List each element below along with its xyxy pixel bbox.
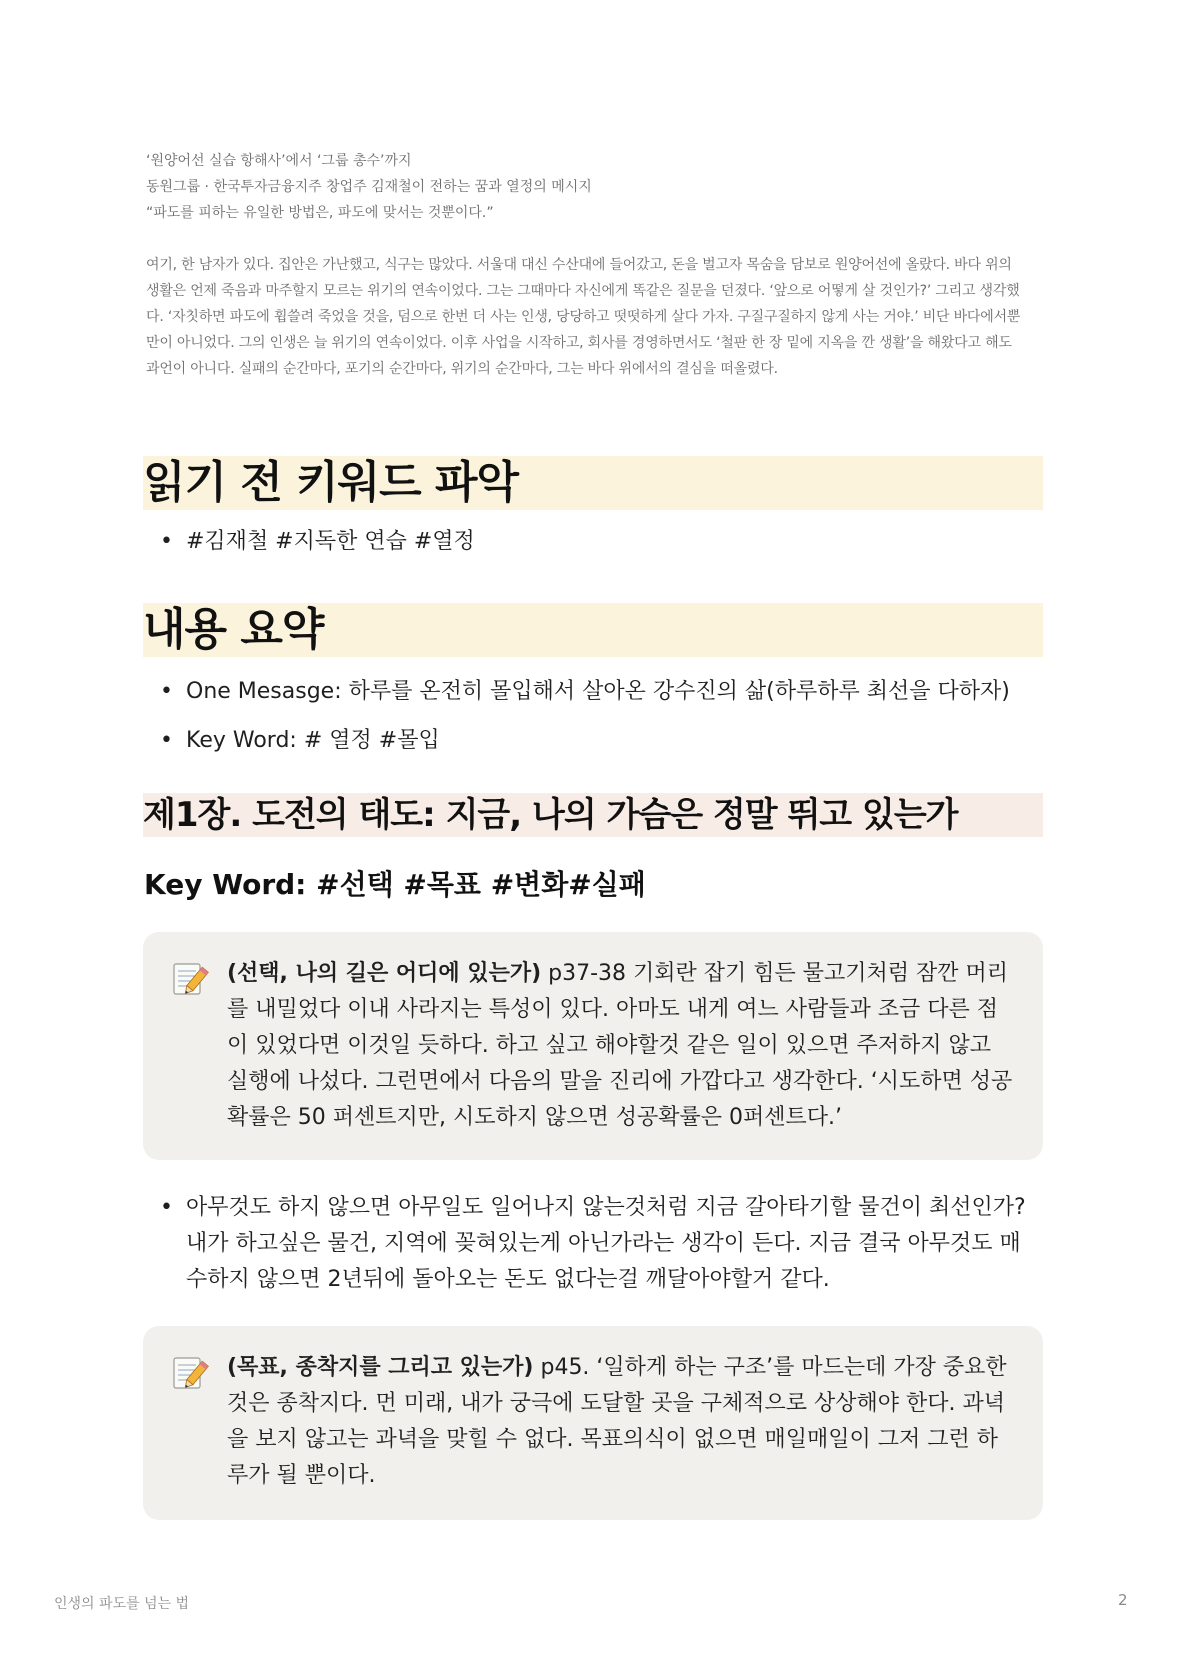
reflection-text: 아무것도 하지 않으면 아무일도 일어나지 않는것처럼 지금 갈아타기할 물건이 최선인가? 내가 하고싶은 물건, 지역에 꽂혀있는게 아닌가라는 생각이 든다. 지금 결국 아무것도 매수하지 않으면 2년뒤에 돌아오는 돈도 없다는걸 깨달아야할거 같다. <box>186 1195 1026 1292</box>
callout-body: p45. ‘일하게 하는 구조’를 마드는데 가장 중요한 것은 종착지다. 먼 미래, 내가 궁극에 도달할 곳을 구체적으로 상상해야 한다. 과녁을 보지 않고는 과녁을 맞힐 수 없다. 목표의식이 없으면 매일매일이 그저 그런 하루가 될 뿐이다. <box>227 1355 1007 1488</box>
callout-title: (목표, 종착지를 그리고 있는가) <box>227 1355 534 1380</box>
page-number: 2 <box>1118 1591 1128 1609</box>
memo-pencil-icon <box>171 1350 227 1496</box>
heading-keywords: 읽기 전 키워드 파악 <box>143 456 1043 510</box>
callout-body: p37-38 기회란 잡기 힘든 물고기처럼 잠깐 머리를 내밀었다 이내 사라지는 특성이 있다. 아마도 내게 여느 사람들과 조금 다른 점이 있었다면 이것일 듯하다. 하고 싶고 해야할것 같은 일이 있으면 주저하지 않고 실행에 나섰다. 그런면에서 다음의 말을 진리에 가깝다고 생각한다. ‘시도하면 성공 확률은 50 퍼센트지만, 시도하지 않으면 성공확률은 0퍼센트다.’ <box>227 961 1013 1130</box>
intro-body: 여기, 한 남자가 있다. 집안은 가난했고, 식구는 많았다. 서울대 대신 수산대에 들어갔고, 돈을 벌고자 목숨을 담보로 원양어선에 올랐다. 바다 위의 생활은 언제 죽음과 마주할지 모르는 위기의 연속이었다. 그는 그때마다 자신에게 똑같은 질문을 던졌다. ‘앞으로 어떻게 살 것인가?’ 그리고 생각했다. ‘자칫하면 파도에 휩쓸려 죽었을 것을, 덤으로 한번 더 사는 인생, 당당하고 떳떳하게 살다 가자. 구질구질하지 않게 사는 거야.’ 비단 바다에서뿐만이 아니었다. 그의 인생은 늘 위기의 연속이었다. 이후 사업을 시작하고, 회사를 경영하면서도 ‘철판 한 장 밑에 지옥을 깐 생활’을 해왔다고 해도 과언이 아니다. 실패의 순간마다, 포기의 순간마다, 위기의 순간마다, 그는 바다 위에서의 결심을 떠올렸다. <box>146 257 1021 377</box>
bullet-dot: • <box>160 1195 173 1220</box>
bullet-dot: • <box>160 679 173 704</box>
memo-pencil-icon <box>171 956 227 1136</box>
bullet-dot: • <box>160 728 173 753</box>
bullet-dot: • <box>160 529 173 554</box>
one-message: One Mesasge: 하루를 온전히 몰입해서 살아온 강수진의 삶(하루하루 최선을 다하자) <box>186 679 1010 704</box>
chapter-1-keywords: Key Word: #선택 #목표 #변화#실패 <box>144 868 646 901</box>
intro-line-1: ‘원양어선 실습 항해사’에서 ‘그룹 총수’까지 <box>146 153 412 169</box>
footer-title: 인생의 파도를 넘는 법 <box>54 1596 190 1612</box>
intro-block <box>146 148 1026 382</box>
list-item <box>160 674 1010 710</box>
callout-text <box>227 956 1013 1136</box>
intro-line-2: 동원그룹 · 한국투자금융지주 창업주 김재철이 전하는 꿈과 열정의 메시지 <box>146 179 592 195</box>
intro-quote: “파도를 피하는 유일한 방법은, 파도에 맞서는 것뿐이다.” <box>146 205 494 221</box>
list-item <box>160 524 475 560</box>
callout-text <box>227 1350 1013 1496</box>
summary-keywords: Key Word: # 열정 #몰입 <box>186 728 440 753</box>
list-item <box>160 723 440 759</box>
callout-title: (선택, 나의 길은 어디에 있는가) <box>227 961 542 986</box>
keyword-tags: #김재철 #지독한 연습 #열정 <box>186 529 475 554</box>
chapter-1-heading: 제1장. 도전의 태도: 지금, 나의 가슴은 정말 뛰고 있는가 <box>143 793 1043 837</box>
list-item <box>160 1190 1040 1298</box>
callout-goal <box>143 1326 1043 1520</box>
heading-summary: 내용 요약 <box>143 603 1043 657</box>
callout-choice <box>143 932 1043 1160</box>
